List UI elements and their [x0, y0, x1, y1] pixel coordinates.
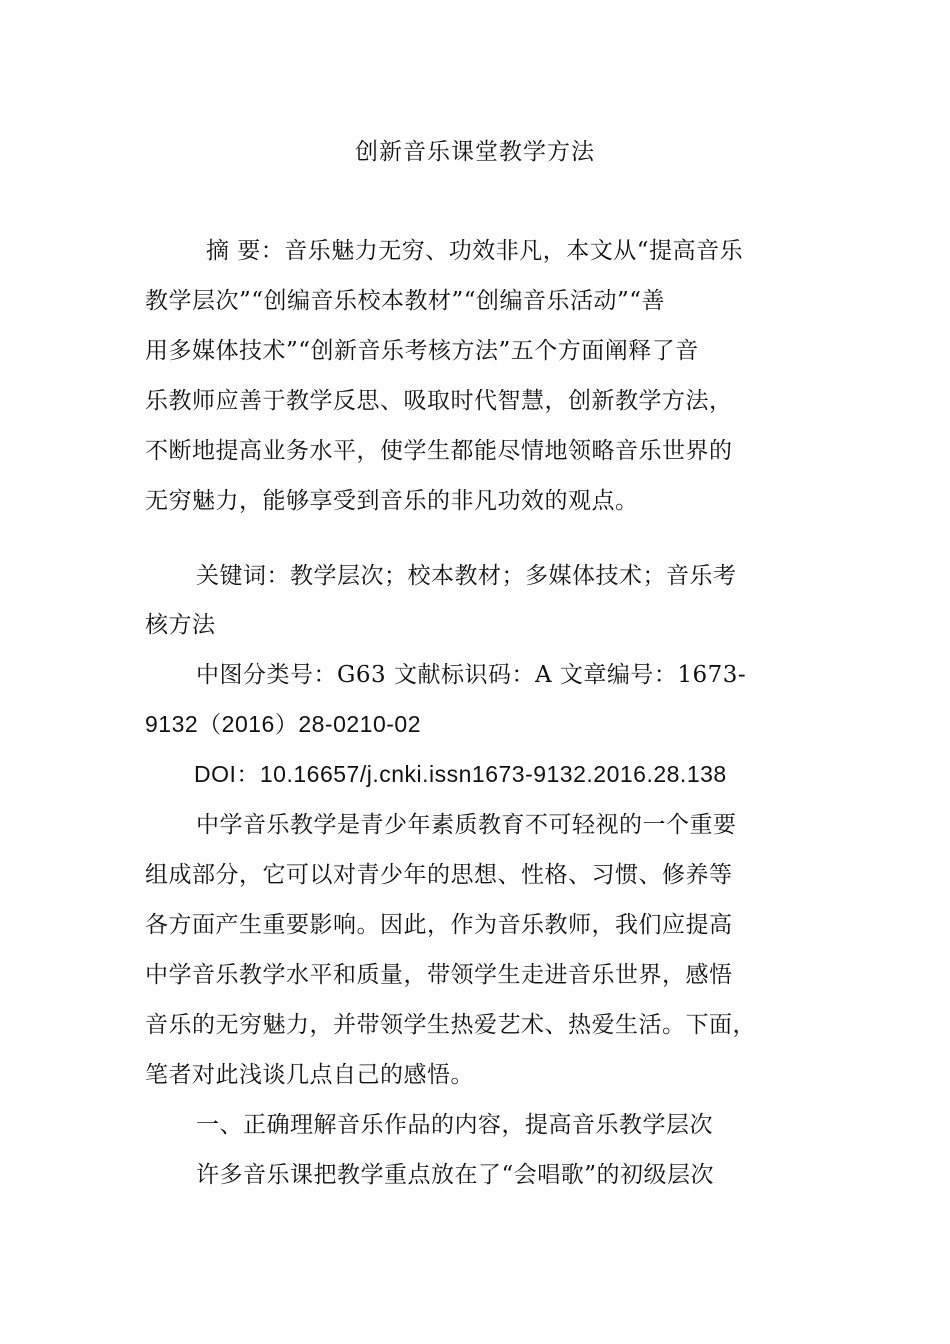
section-heading: 一、正确理解音乐作品的内容，提高音乐教学层次 — [196, 1112, 713, 1138]
body-line: 笔者对此浅谈几点自己的感悟。 — [145, 1062, 474, 1088]
body-line: 中学音乐教学水平和质量，带领学生走进音乐世界，感悟 — [145, 962, 733, 988]
body-line: 组成部分，它可以对青少年的思想、性格、习惯、修养等 — [145, 862, 733, 888]
keywords-line: 核方法 — [145, 612, 216, 638]
abstract-line: 教学层次”“创编音乐校本教材”“创编音乐活动”“善 — [145, 288, 666, 314]
document-title: 创新音乐课堂教学方法 — [355, 139, 595, 165]
abstract-line: 摘 要：音乐魅力无穷、功效非凡，本文从“提高音乐 — [206, 238, 744, 264]
abstract-line: 乐教师应善于教学反思、吸取时代智慧，创新教学方法， — [145, 388, 733, 414]
keywords-line: 关键词：教学层次；校本教材；多媒体技术；音乐考 — [196, 563, 737, 589]
abstract-line: 用多媒体技术”“创新音乐考核方法”五个方面阐释了音 — [145, 338, 699, 364]
abstract-line: 无穷魅力，能够享受到音乐的非凡功效的观点。 — [145, 488, 639, 514]
body-line: 许多音乐课把教学重点放在了“会唱歌”的初级层次 — [196, 1162, 715, 1188]
body-line: 中学音乐教学是青少年素质教育不可轻视的一个重要 — [196, 812, 737, 838]
classification-line: 9132（2016）28-0210-02 — [145, 711, 421, 737]
body-line: 各方面产生重要影响。因此，作为音乐教师，我们应提高 — [145, 912, 733, 938]
classification-line: 中图分类号：G63 文献标识码：A 文章编号：1673- — [196, 662, 747, 688]
doi-line: DOI：10.16657/j.cnki.issn1673-9132.2016.28.138 — [194, 761, 727, 787]
abstract-line: 不断地提高业务水平，使学生都能尽情地领略音乐世界的 — [145, 438, 733, 464]
body-line: 音乐的无穷魅力，并带领学生热爱艺术、热爱生活。下面， — [145, 1012, 756, 1038]
